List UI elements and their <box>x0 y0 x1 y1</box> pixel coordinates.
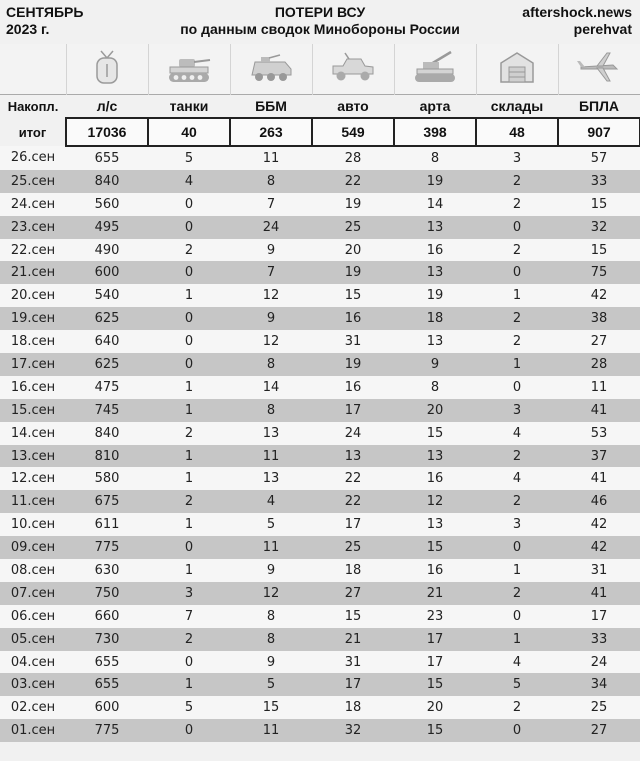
table-cell: 3 <box>476 146 558 170</box>
total-cell: 263 <box>230 118 312 146</box>
table-row <box>0 490 640 513</box>
table-cell: 0 <box>148 261 230 284</box>
row-date: 14.сен <box>0 422 66 445</box>
total-cell: 907 <box>558 118 640 146</box>
table-cell: 16 <box>394 559 476 582</box>
table-cell: 15 <box>394 422 476 445</box>
table-cell: 21 <box>312 628 394 651</box>
table-cell: 20 <box>312 239 394 262</box>
table-cell: 1 <box>148 445 230 468</box>
table-row <box>0 422 640 445</box>
table-cell: 17 <box>558 605 640 628</box>
table-cell: 11 <box>558 376 640 399</box>
table-cell: 630 <box>66 559 148 582</box>
table-cell: 15 <box>312 284 394 307</box>
col-header: арта <box>394 95 476 119</box>
table-cell: 15 <box>394 719 476 742</box>
row-date: 01.сен <box>0 719 66 742</box>
row-date: 24.сен <box>0 193 66 216</box>
table-cell: 5 <box>148 696 230 719</box>
table-cell: 27 <box>558 719 640 742</box>
table-cell: 13 <box>394 445 476 468</box>
table-cell: 600 <box>66 261 148 284</box>
table-cell: 1 <box>476 559 558 582</box>
table-row <box>0 628 640 651</box>
table-cell: 8 <box>394 146 476 170</box>
title: ПОТЕРИ ВСУ <box>274 4 366 20</box>
table-cell: 12 <box>394 490 476 513</box>
table-cell: 0 <box>148 307 230 330</box>
table-cell: 1 <box>148 513 230 536</box>
artillery-icon-cell <box>394 44 476 95</box>
table-cell: 15 <box>394 673 476 696</box>
table-cell: 24 <box>312 422 394 445</box>
total-cell: 40 <box>148 118 230 146</box>
row-date: 10.сен <box>0 513 66 536</box>
table-cell: 57 <box>558 146 640 170</box>
table-cell: 19 <box>312 193 394 216</box>
table-cell: 775 <box>66 719 148 742</box>
table-cell: 15 <box>394 536 476 559</box>
table-cell: 495 <box>66 216 148 239</box>
table-row <box>0 651 640 674</box>
table-cell: 21 <box>394 582 476 605</box>
table-cell: 28 <box>558 353 640 376</box>
table-cell: 12 <box>230 330 312 353</box>
table-cell: 0 <box>148 536 230 559</box>
table-cell: 611 <box>66 513 148 536</box>
table-cell: 540 <box>66 284 148 307</box>
table-cell: 1 <box>148 559 230 582</box>
table-cell: 580 <box>66 467 148 490</box>
table-cell: 1 <box>148 284 230 307</box>
row-date: 02.сен <box>0 696 66 719</box>
table-row <box>0 719 640 742</box>
table-row <box>0 696 640 719</box>
table-cell: 1 <box>148 376 230 399</box>
table-cell: 32 <box>312 719 394 742</box>
artillery-icon <box>411 49 459 85</box>
row-date: 16.сен <box>0 376 66 399</box>
table-cell: 1 <box>476 284 558 307</box>
table-cell: 600 <box>66 696 148 719</box>
table-cell: 16 <box>394 239 476 262</box>
table-cell: 28 <box>312 146 394 170</box>
row-date: 26.сен <box>0 146 66 170</box>
table-cell: 0 <box>148 651 230 674</box>
table-cell: 13 <box>312 445 394 468</box>
table-cell: 13 <box>394 216 476 239</box>
table-cell: 3 <box>476 399 558 422</box>
table-cell: 75 <box>558 261 640 284</box>
table-cell: 2 <box>476 239 558 262</box>
table-cell: 13 <box>230 467 312 490</box>
table-cell: 2 <box>148 490 230 513</box>
tank-icon <box>165 49 213 85</box>
apc-icon <box>247 49 295 85</box>
table-cell: 17 <box>394 651 476 674</box>
total-cell: 17036 <box>66 118 148 146</box>
table-cell: 5 <box>230 513 312 536</box>
table-cell: 655 <box>66 651 148 674</box>
table-cell: 17 <box>312 399 394 422</box>
col-header: танки <box>148 95 230 119</box>
row-date: 15.сен <box>0 399 66 422</box>
table-cell: 2 <box>148 422 230 445</box>
total-label: итог <box>18 124 47 140</box>
table-row <box>0 330 640 353</box>
table-cell: 18 <box>394 307 476 330</box>
table-cell: 4 <box>476 651 558 674</box>
table-cell: 11 <box>230 719 312 742</box>
table-cell: 475 <box>66 376 148 399</box>
table-cell: 8 <box>230 605 312 628</box>
table-cell: 5 <box>230 673 312 696</box>
row-date: 18.сен <box>0 330 66 353</box>
table-cell: 4 <box>148 170 230 193</box>
table-cell: 12 <box>230 582 312 605</box>
table-cell: 14 <box>394 193 476 216</box>
table-cell: 2 <box>148 239 230 262</box>
table-cell: 840 <box>66 170 148 193</box>
table-cell: 8 <box>230 170 312 193</box>
table-cell: 1 <box>148 467 230 490</box>
table-cell: 0 <box>148 353 230 376</box>
month-label: СЕНТЯБРЬ <box>6 4 84 20</box>
table-row <box>0 605 640 628</box>
vehicle-icon-cell <box>312 44 394 95</box>
table-cell: 33 <box>558 628 640 651</box>
table-cell: 42 <box>558 284 640 307</box>
table-cell: 33 <box>558 170 640 193</box>
table-row <box>0 376 640 399</box>
totals-row <box>0 118 640 146</box>
table-row <box>0 261 640 284</box>
table-cell: 9 <box>230 307 312 330</box>
tank-icon-cell <box>148 44 230 95</box>
table-cell: 41 <box>558 582 640 605</box>
table-cell: 1 <box>148 673 230 696</box>
dogtag-icon <box>83 49 131 85</box>
table-cell: 625 <box>66 307 148 330</box>
table-cell: 32 <box>558 216 640 239</box>
table-cell: 2 <box>476 490 558 513</box>
table-cell: 775 <box>66 536 148 559</box>
table-row <box>0 216 640 239</box>
table-cell: 655 <box>66 146 148 170</box>
table-cell: 17 <box>394 628 476 651</box>
table-cell: 5 <box>148 146 230 170</box>
subtitle: по данным сводок Минобороны России <box>180 21 460 37</box>
table-cell: 38 <box>558 307 640 330</box>
table-cell: 1 <box>476 628 558 651</box>
table-row <box>0 307 640 330</box>
table-cell: 655 <box>66 673 148 696</box>
table-cell: 22 <box>312 490 394 513</box>
table-cell: 0 <box>148 216 230 239</box>
table-cell: 3 <box>148 582 230 605</box>
table-cell: 25 <box>558 696 640 719</box>
total-cell: 549 <box>312 118 394 146</box>
table-cell: 19 <box>312 261 394 284</box>
table-row <box>0 467 640 490</box>
warehouse-icon-cell <box>476 44 558 95</box>
table-row <box>0 559 640 582</box>
table-cell: 9 <box>230 559 312 582</box>
col-header: БПЛА <box>558 95 640 119</box>
table-cell: 3 <box>476 513 558 536</box>
table-cell: 0 <box>148 719 230 742</box>
row-date: 22.сен <box>0 239 66 262</box>
table-cell: 7 <box>230 261 312 284</box>
table-row <box>0 146 640 170</box>
table-cell: 7 <box>230 193 312 216</box>
source-perehvat: perehvat <box>573 21 632 37</box>
daily-rows <box>0 146 640 742</box>
table-cell: 2 <box>476 330 558 353</box>
table-cell: 15 <box>230 696 312 719</box>
table-row <box>0 536 640 559</box>
table-cell: 745 <box>66 399 148 422</box>
table-cell: 0 <box>476 376 558 399</box>
source-credits <box>522 4 632 38</box>
table-cell: 31 <box>312 651 394 674</box>
table-cell: 13 <box>230 422 312 445</box>
table-cell: 16 <box>394 467 476 490</box>
table-cell: 1 <box>148 399 230 422</box>
table-cell: 42 <box>558 513 640 536</box>
total-cell: 48 <box>476 118 558 146</box>
table-cell: 4 <box>476 422 558 445</box>
drone-icon <box>575 49 623 85</box>
jeep-icon <box>329 49 377 85</box>
table-cell: 25 <box>312 216 394 239</box>
table-cell: 4 <box>230 490 312 513</box>
row-date: 13.сен <box>0 445 66 468</box>
table-cell: 7 <box>148 605 230 628</box>
table-cell: 27 <box>558 330 640 353</box>
table-cell: 31 <box>558 559 640 582</box>
table-cell: 9 <box>230 651 312 674</box>
table-row <box>0 239 640 262</box>
row-date: 07.сен <box>0 582 66 605</box>
table-cell: 11 <box>230 536 312 559</box>
col-header: склады <box>476 95 558 119</box>
losses-table <box>0 44 640 742</box>
table-cell: 8 <box>230 353 312 376</box>
table-row <box>0 582 640 605</box>
row-date: 19.сен <box>0 307 66 330</box>
table-cell: 730 <box>66 628 148 651</box>
table-row <box>0 193 640 216</box>
table-cell: 22 <box>312 170 394 193</box>
table-cell: 0 <box>148 330 230 353</box>
row-date: 11.сен <box>0 490 66 513</box>
table-cell: 19 <box>394 170 476 193</box>
source-aftershock: aftershock.news <box>522 4 632 20</box>
row-date: 09.сен <box>0 536 66 559</box>
table-cell: 750 <box>66 582 148 605</box>
table-cell: 560 <box>66 193 148 216</box>
table-row <box>0 513 640 536</box>
table-cell: 12 <box>230 284 312 307</box>
table-cell: 2 <box>476 307 558 330</box>
table-cell: 0 <box>148 193 230 216</box>
icons-row <box>0 44 640 95</box>
table-cell: 46 <box>558 490 640 513</box>
table-cell: 19 <box>312 353 394 376</box>
table-cell: 8 <box>394 376 476 399</box>
column-headers <box>0 95 640 119</box>
table-cell: 13 <box>394 330 476 353</box>
table-row <box>0 445 640 468</box>
table-row <box>0 673 640 696</box>
table-cell: 18 <box>312 696 394 719</box>
table-cell: 42 <box>558 536 640 559</box>
table-cell: 17 <box>312 673 394 696</box>
table-cell: 8 <box>230 628 312 651</box>
table-cell: 16 <box>312 307 394 330</box>
row-date: 04.сен <box>0 651 66 674</box>
table-cell: 2 <box>476 193 558 216</box>
table-cell: 810 <box>66 445 148 468</box>
table-cell: 15 <box>312 605 394 628</box>
table-cell: 1 <box>476 353 558 376</box>
warehouse-icon <box>493 49 541 85</box>
row-date: 17.сен <box>0 353 66 376</box>
row-header-label: Накопл. <box>0 95 66 119</box>
table-cell: 22 <box>312 467 394 490</box>
total-cell: 398 <box>394 118 476 146</box>
row-date: 08.сен <box>0 559 66 582</box>
table-cell: 625 <box>66 353 148 376</box>
table-cell: 5 <box>476 673 558 696</box>
table-cell: 31 <box>312 330 394 353</box>
table-cell: 0 <box>476 605 558 628</box>
drone-icon-cell <box>558 44 640 95</box>
table-cell: 15 <box>558 239 640 262</box>
table-cell: 0 <box>476 216 558 239</box>
table-row <box>0 170 640 193</box>
table-cell: 0 <box>476 719 558 742</box>
table-cell: 11 <box>230 146 312 170</box>
table-cell: 25 <box>312 536 394 559</box>
table-cell: 2 <box>476 170 558 193</box>
table-cell: 53 <box>558 422 640 445</box>
table-cell: 34 <box>558 673 640 696</box>
table-cell: 840 <box>66 422 148 445</box>
table-cell: 490 <box>66 239 148 262</box>
table-cell: 23 <box>394 605 476 628</box>
table-cell: 20 <box>394 696 476 719</box>
table-cell: 16 <box>312 376 394 399</box>
row-date: 25.сен <box>0 170 66 193</box>
col-header: авто <box>312 95 394 119</box>
table-cell: 24 <box>230 216 312 239</box>
apc-icon-cell <box>230 44 312 95</box>
table-cell: 13 <box>394 261 476 284</box>
table-cell: 19 <box>394 284 476 307</box>
table-cell: 2 <box>476 696 558 719</box>
table-cell: 17 <box>312 513 394 536</box>
icon-spacer <box>0 44 66 95</box>
table-cell: 20 <box>394 399 476 422</box>
table-cell: 9 <box>230 239 312 262</box>
row-date: 21.сен <box>0 261 66 284</box>
row-date: 05.сен <box>0 628 66 651</box>
table-cell: 11 <box>230 445 312 468</box>
table-cell: 2 <box>148 628 230 651</box>
table-row <box>0 353 640 376</box>
row-date: 03.сен <box>0 673 66 696</box>
row-date: 06.сен <box>0 605 66 628</box>
row-date: 12.сен <box>0 467 66 490</box>
table-cell: 27 <box>312 582 394 605</box>
col-header: л/с <box>66 95 148 119</box>
table-cell: 0 <box>476 261 558 284</box>
table-cell: 37 <box>558 445 640 468</box>
table-cell: 41 <box>558 399 640 422</box>
table-cell: 8 <box>230 399 312 422</box>
table-cell: 660 <box>66 605 148 628</box>
table-cell: 4 <box>476 467 558 490</box>
row-date: 20.сен <box>0 284 66 307</box>
table-cell: 2 <box>476 445 558 468</box>
table-cell: 15 <box>558 193 640 216</box>
table-cell: 2 <box>476 582 558 605</box>
table-cell: 14 <box>230 376 312 399</box>
row-date: 23.сен <box>0 216 66 239</box>
table-cell: 640 <box>66 330 148 353</box>
table-cell: 9 <box>394 353 476 376</box>
personnel-icon-cell <box>66 44 148 95</box>
table-row <box>0 399 640 422</box>
table-cell: 18 <box>312 559 394 582</box>
year-label: 2023 г. <box>6 21 50 37</box>
table-cell: 675 <box>66 490 148 513</box>
table-cell: 41 <box>558 467 640 490</box>
table-cell: 0 <box>476 536 558 559</box>
col-header: ББМ <box>230 95 312 119</box>
table-cell: 13 <box>394 513 476 536</box>
table-cell: 24 <box>558 651 640 674</box>
table-row <box>0 284 640 307</box>
